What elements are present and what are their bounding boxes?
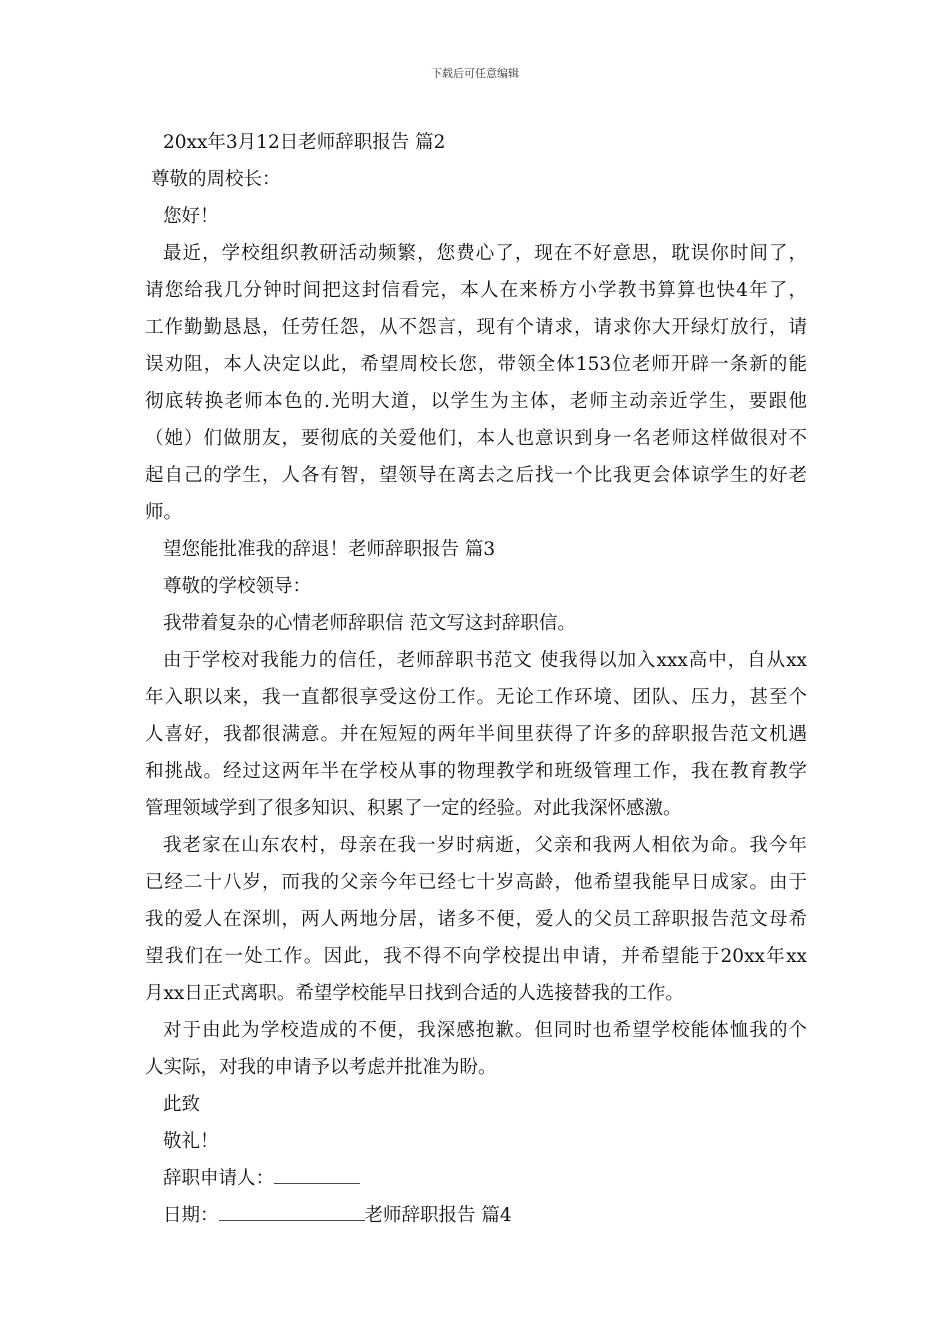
signature-blank (274, 1163, 360, 1184)
section-title-4: 老师辞职报告 篇4 (364, 1205, 512, 1226)
paragraph-3 (145, 827, 807, 1012)
salutation-1: 尊敬的周校长： (151, 169, 281, 190)
paragraph-line: 我老家在山东农村，母亲在我一岁时病逝，父亲和我两人相依为命。我今年 (163, 835, 807, 856)
paragraph-line: 由于学校对我能力的信任，老师辞职书范文 使我得以加入xxx高中，自从xx (163, 650, 807, 671)
date-blank (219, 1200, 365, 1221)
paragraph-line: 月xx日正式离职。希望学校能早日找到合适的人选接替我的工作。 (145, 983, 684, 1004)
paragraph-1 (145, 235, 807, 531)
paragraph-line: 请您给我几分钟时间把这封信看完，本人在来桥方小学教书算算也快4年了， (145, 280, 807, 301)
greeting: 您好！ (163, 206, 219, 227)
paragraph-2 (145, 642, 807, 827)
section-title-3: 望您能批准我的辞退！老师辞职报告 篇3 (163, 539, 496, 560)
page-header: 下载后可任意编辑 (431, 67, 519, 80)
paragraph-line: （她）们做朋友，要彻底的关爱他们，本人也意识到身一名老师这样做很对不 (145, 428, 807, 449)
paragraph-line: 人实际，对我的申请予以考虑并批准为盼。 (145, 1057, 497, 1078)
paragraph-line: 对于由此为学校造成的不便，我深感抱歉。但同时也希望学校能体恤我的个 (163, 1020, 807, 1041)
paragraph-line: 望我们在一处工作。因此，我不得不向学校提出申请，并希望能于20xx年xx (145, 946, 807, 967)
date-label: 日期： (163, 1205, 219, 1226)
signature-label: 辞职申请人： (163, 1168, 275, 1189)
paragraph-line: 彻底转换老师本色的.光明大道，以学生为主体，老师主动亲近学生，要跟他 (145, 391, 807, 412)
opening-sentence: 我带着复杂的心情老师辞职信 范文写这封辞职信。 (163, 613, 576, 634)
document-body (145, 124, 807, 1234)
paragraph-line: 误劝阻，本人决定以此，希望周校长您，带领全体153位老师开辟一条新的能 (145, 354, 807, 375)
paragraph-line: 人喜好，我都很满意。并在短短的两年半间里获得了许多的辞职报告范文机遇 (145, 724, 807, 745)
section-title-2: 20xx年3月12日老师辞职报告 篇2 (163, 132, 446, 153)
paragraph-line: 起自己的学生，人各有智，望领导在离去之后找一个比我更会体谅学生的好老 (145, 465, 807, 486)
paragraph-line: 已经二十八岁，而我的父亲今年已经七十岁高龄，他希望我能早日成家。由于 (145, 872, 807, 893)
paragraph-line: 工作勤勤恳恳，任劳任怨，从不怨言，现有个请求，请求你大开绿灯放行，请 (145, 317, 807, 338)
closing-2: 敬礼！ (163, 1131, 219, 1152)
paragraph-line: 最近，学校组织教研活动频繁，您费心了，现在不好意思，耽误你时间了， (163, 243, 807, 264)
paragraph-line: 师。 (145, 502, 183, 523)
paragraph-line: 管理领域学到了很多知识、积累了一定的经验。对此我深怀感激。 (145, 798, 682, 819)
paragraph-4 (145, 1012, 807, 1086)
paragraph-line: 年入职以来，我一直都很享受这份工作。无论工作环境、团队、压力，甚至个 (145, 687, 807, 708)
closing-1: 此致 (163, 1094, 201, 1115)
date-line (145, 1197, 807, 1234)
paragraph-line: 我的爱人在深圳，两人两地分居，诸多不便，爱人的父员工辞职报告范文母希 (145, 909, 807, 930)
salutation-2: 尊敬的学校领导： (163, 576, 312, 597)
paragraph-line: 和挑战。经过这两年半在学校从事的物理教学和班级管理工作，我在教育教学 (145, 761, 807, 782)
signature-line (145, 1160, 807, 1197)
